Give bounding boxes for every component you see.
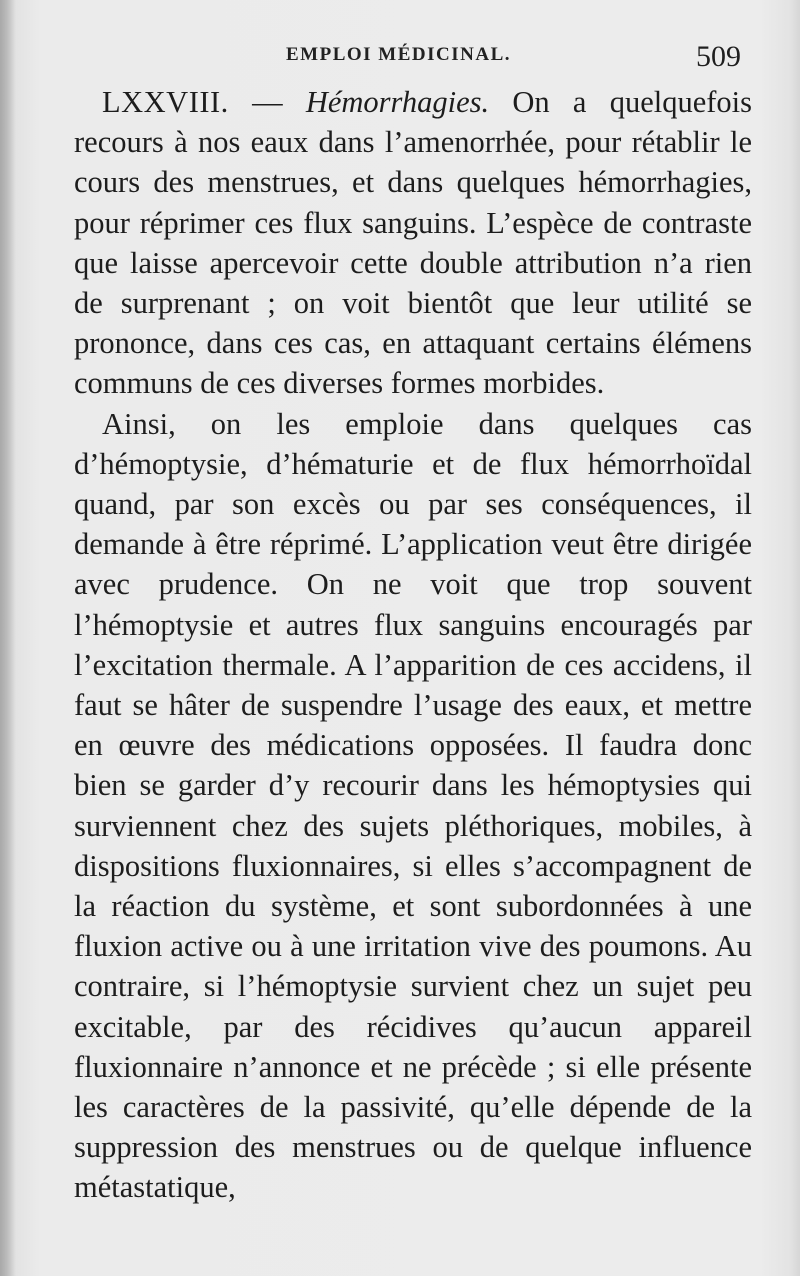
section-number: LXXVIII. bbox=[102, 85, 229, 119]
paragraph: Ainsi, on les emploie dans quelques cas d’hémoptysie, d’hématurie et de flux hémorrhoïdal quand, par son excès ou par ses conséquences, il demande à être réprimé. L’application veut être dirigée avec prudence. On ne voit que trop souvent l’hémoptysie et autres flux sanguins encouragés par l’excitation thermale. A l’apparition de ces accidens, il faut se hâter de suspendre l’usage des eaux, et mettre en œuvre des médications opposées. Il faudra donc bien se garder d’y recourir dans les hémoptysies qui surviennent chez des sujets pléthoriques, mobiles, à dispositions fluxionnaires, si elles s’accompagnent de la réaction du système, et sont subordonnées à une fluxion active ou à une irritation vive des poumons. Au contraire, si l’hémoptysie survient chez un sujet peu excitable, par des récidives qu’aucun appareil fluxionnaire n’annonce et ne précède ; si elle présente les caractères de la passivité, qu’elle dépende de la suppression des menstrues ou de quelque influence métastatique, bbox=[74, 406, 752, 1205]
page-number: 509 bbox=[696, 40, 741, 73]
paragraph-text: On a quelquefois recours à nos eaux dans l’amenorrhée, pour rétablir le cours des menstrues, et dans quelques hémorrhagies, pour réprimer ces flux sanguins. L’espèce de contraste que laisse apercevoir cette double attribution n’a rien de surprenant ; on voit bientôt que leur utilité se prononce, dans ces cas, en attaquant certains élémens communs de ces diverses formes morbides. bbox=[74, 85, 752, 401]
paragraph-section-opening bbox=[74, 82, 752, 404]
section-dash: — bbox=[228, 85, 306, 119]
body-text bbox=[74, 82, 752, 1208]
page-gutter-shadow bbox=[0, 0, 16, 1276]
running-head: EMPLOI MÉDICINAL. bbox=[286, 44, 512, 65]
section-title: Hémorrhagies. bbox=[305, 85, 490, 119]
